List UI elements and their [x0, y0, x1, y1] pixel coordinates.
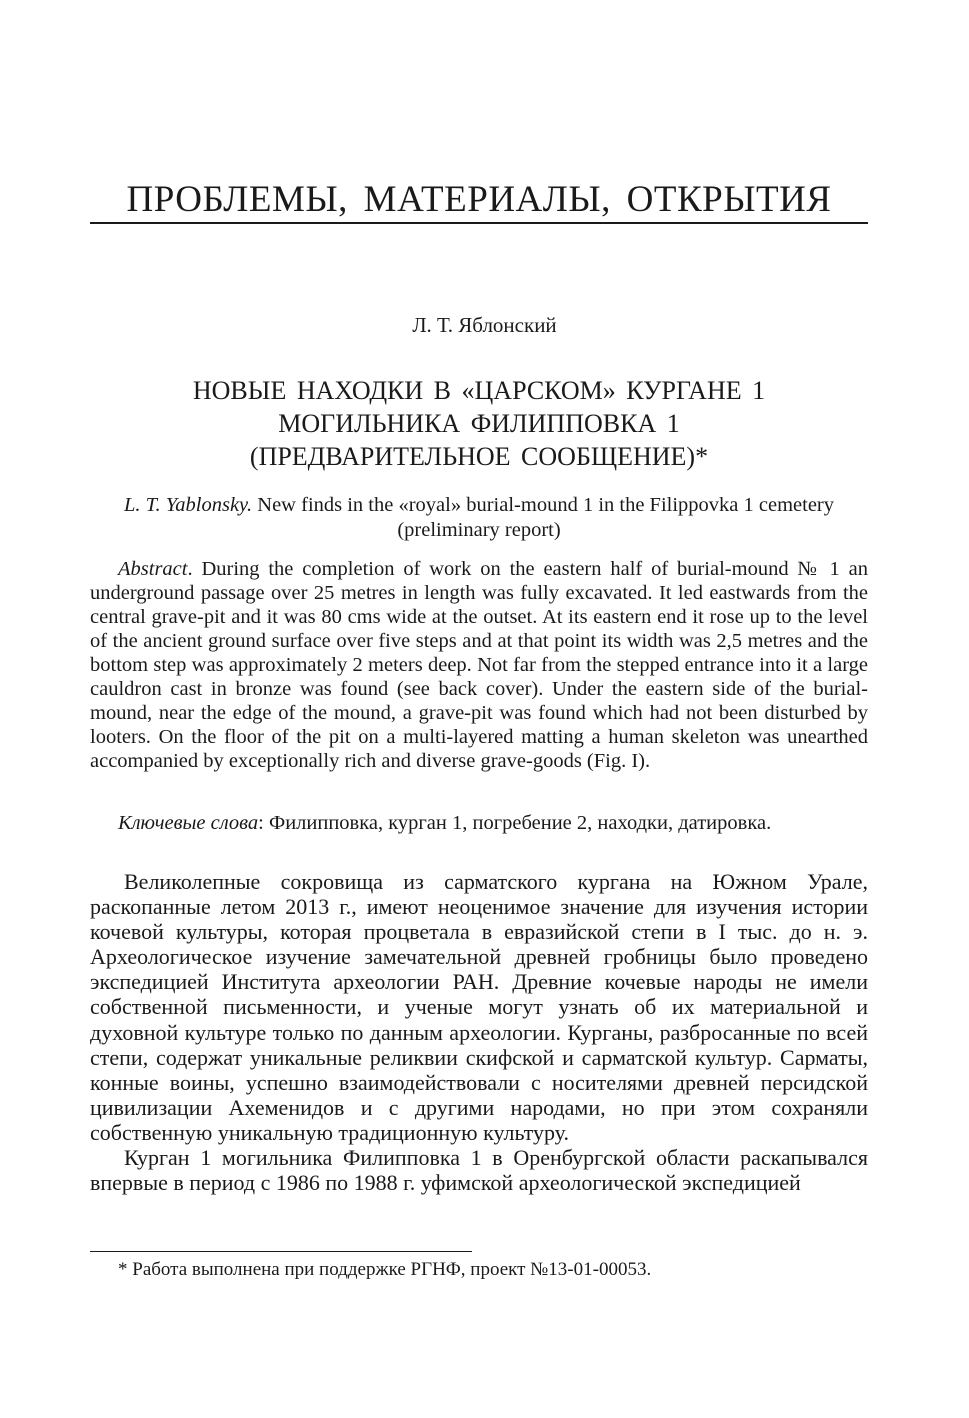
- abstract: [90, 557, 868, 773]
- body-paragraph-2: Курган 1 могильника Филипповка 1 в Оренбургской области раскапывался впервые в период с 1986 по 1988 г. уфимской археологической экспедицией: [90, 1145, 868, 1196]
- body-text: [90, 869, 868, 1195]
- keywords-label: Ключевые слова: [118, 812, 259, 834]
- english-title-text: New finds in the «royal» burial-mound 1 in the Filippovka 1 cemetery (preliminary report): [252, 494, 835, 541]
- body-paragraph-1: Великолепные сокровища из сарматского кургана на Южном Урале, раскопанные летом 2013 г., имеют неоценимое значение для изучения истории кочевой культуры, которая процветала в евразийской степи в I тыс. до н. э. Археологическое изучение замечательной древней гробницы было проведено экспедицией Института археологии РАН. Древние кочевые народы не имели собственной письменности, и ученые могут узнать об их материальной и духовной культуре только по данным археологии. Курганы, разбросанные по всей степи, содержат уникальные реликвии скифской и сарматской культур. Сарматы, конные воины, успешно взаимодействовали с носителями древней персидской цивилизации Ахеменидов и с другими народами, но при этом сохраняли собственную уникальную традиционную культуру.: [90, 869, 868, 1145]
- section-header: [90, 178, 868, 224]
- abstract-text: . During the completion of work on the eastern half of burial-mound № 1 an underground passage over 25 metres in length was fully excavated. It led eastwards from the central grave-pit and it was 80 cms wide at the outset. At its eastern end it rose up to the level of the ancient ground surface over five steps and at that point its width was 2,5 metres and the bottom step was approximately 2 meters deep. Not far from the stepped entrance into it a large cauldron cast in bronze was found (see back cover). Under the eastern side of the burial-mound, near the edge of the mound, a grave-pit was found which had not been disturbed by looters. On the floor of the pit on a multi-layered matting a human skeleton was unearthed accompanied by exceptionally rich and diverse grave-goods (Fig. I).: [90, 558, 868, 772]
- article-title-line-2: МОГИЛЬНИКА ФИЛИППОВКА 1: [278, 409, 680, 438]
- article-title-line-1: НОВЫЕ НАХОДКИ В «ЦАРСКОМ» КУРГАНЕ 1: [192, 376, 766, 405]
- english-title: [90, 493, 868, 543]
- footnote: * Работа выполнена при поддержке РГНФ, проект №13-01-00053.: [118, 1259, 652, 1280]
- author-name: Л. Т. Яблонский: [412, 313, 557, 337]
- section-title: ПРОБЛЕМЫ, МАТЕРИАЛЫ, ОТКРЫТИЯ: [126, 179, 832, 220]
- keywords-text: : Филипповка, курган 1, погребение 2, находки, датировка.: [258, 812, 772, 834]
- footnote-divider: [90, 1251, 472, 1252]
- article-title-line-3: (ПРЕДВАРИТЕЛЬНОЕ СООБЩЕНИЕ)*: [249, 442, 709, 471]
- abstract-label: Abstract: [118, 558, 188, 580]
- article-title: [90, 374, 868, 473]
- keywords: [90, 811, 868, 835]
- english-author: L. T. Yablonsky.: [123, 494, 253, 516]
